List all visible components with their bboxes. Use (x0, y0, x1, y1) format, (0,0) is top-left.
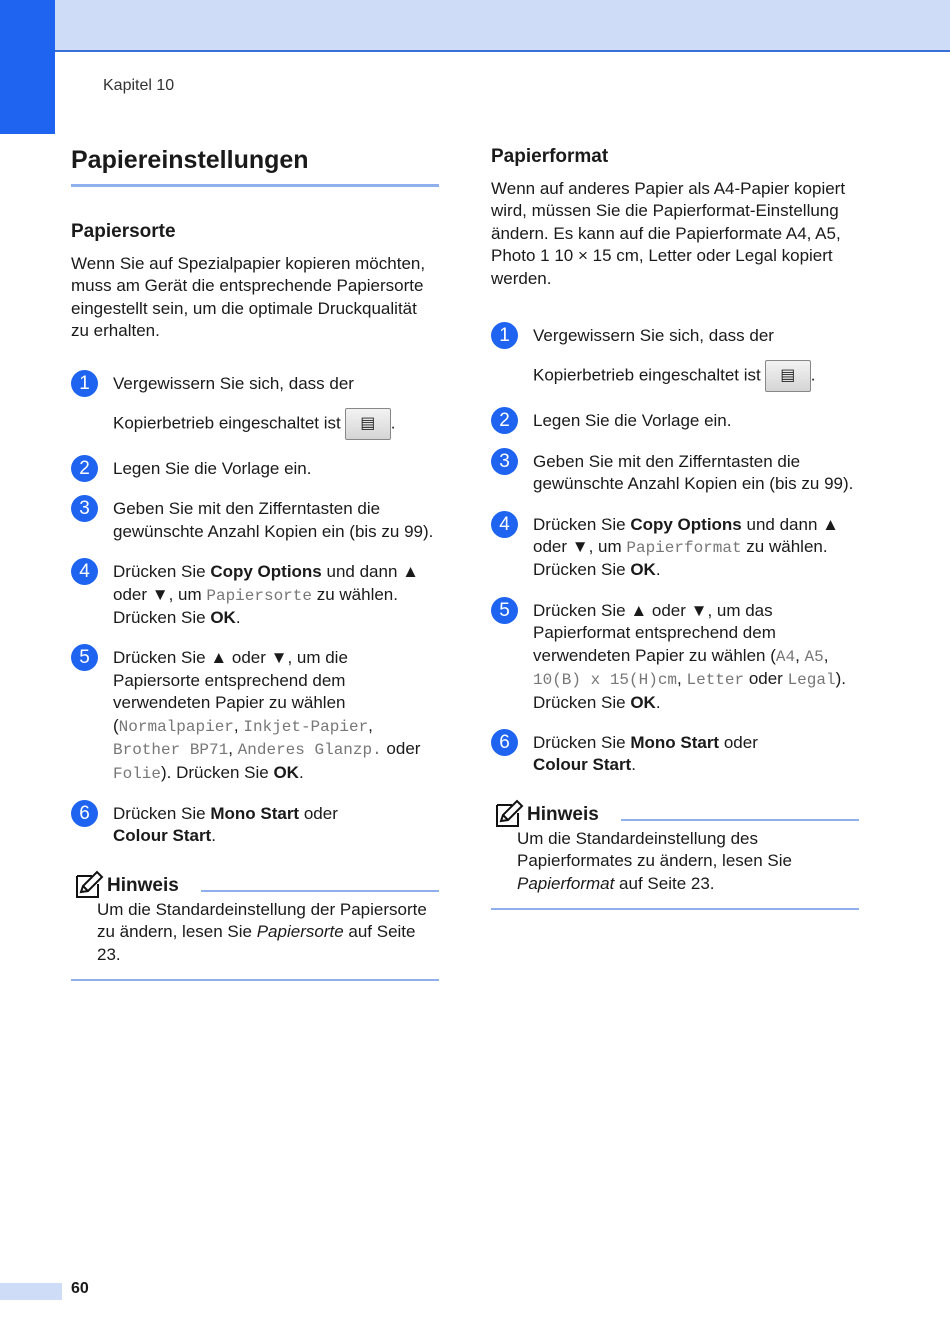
intro-papierformat: Wenn auf anderes Papier als A4-Papier kopiert wird, müssen Sie die Papierformat-Einstellung ändern. Es kann auf die Papierformate A4, A5, Photo 1 10 × 15 cm, Letter oder Legal kopiert werden. (491, 179, 846, 288)
page-title: Papiereinstellungen (71, 146, 309, 174)
note-box (71, 870, 439, 981)
note-label: Hinweis (107, 874, 179, 896)
step-3: 3 Geben Sie mit den Zifferntasten die gewünschte Anzahl Kopien ein (bis zu 99). (491, 451, 859, 496)
step-6: 6 Drücken Sie Mono Start oder Colour Start. (491, 732, 859, 777)
note-text: Um die Standardeinstellung des Papierformates zu ändern, lesen Sie Papierformat auf Seite 23. (517, 828, 792, 893)
step-5: 5 Drücken Sie ▲ oder ▼, um die Papiersorte entsprechend dem verwendeten Papier zu wählen (Normalpapier, Inkjet-Papier, Brother BP71, Anderes Glanzp. oder Folie). Drücken Sie OK. (71, 647, 439, 784)
chapter-tab (0, 0, 55, 134)
step-number: 4 (71, 558, 98, 585)
step-number: 5 (491, 597, 518, 624)
copy-mode-icon: ▤ (345, 408, 391, 440)
right-column (491, 140, 859, 910)
left-column (71, 140, 439, 981)
section-heading-papiersorte: Papiersorte (71, 221, 176, 242)
step-6: 6 Drücken Sie Mono Start oder Colour Start. (71, 803, 439, 848)
step-1: 1 Vergewissern Sie sich, dass der Kopierbetrieb eingeschaltet ist ▤ . (71, 373, 439, 440)
note-label: Hinweis (527, 803, 599, 825)
intro-papiersorte: Wenn Sie auf Spezialpapier kopieren möchten, muss am Gerät die entsprechende Papiersorte eingestellt sein, um die optimale Druckqualität zu erhalten. (71, 254, 426, 341)
step-1: 1 Vergewissern Sie sich, dass der Kopierbetrieb eingeschaltet ist ▤ . (491, 325, 859, 392)
note-bottom-rule (71, 979, 439, 981)
copy-mode-icon: ▤ (765, 360, 811, 392)
step-number: 2 (71, 455, 98, 482)
step-3: 3 Geben Sie mit den Zifferntasten die gewünschte Anzahl Kopien ein (bis zu 99). (71, 498, 439, 543)
step-4: 4 Drücken Sie Copy Options und dann ▲ oder ▼, um Papierformat zu wählen. Drücken Sie OK. (491, 514, 859, 582)
step-5: 5 Drücken Sie ▲ oder ▼, um das Papierformat entsprechend dem verwendeten Papier zu wählen (A4, A5, 10(B) x 15(H)cm, Letter oder Legal). Drücken Sie OK. (491, 600, 859, 714)
step-2: 2 Legen Sie die Vorlage ein. (71, 458, 439, 480)
note-box (491, 799, 859, 910)
step-number: 2 (491, 407, 518, 434)
header-band (0, 0, 950, 52)
step-number: 1 (491, 322, 518, 349)
note-bottom-rule (491, 908, 859, 910)
step-number: 3 (491, 448, 518, 475)
step-number: 6 (491, 729, 518, 756)
step-number: 6 (71, 800, 98, 827)
step-4: 4 Drücken Sie Copy Options und dann ▲ oder ▼, um Papiersorte zu wählen. Drücken Sie OK. (71, 561, 439, 629)
note-pencil-icon (74, 870, 104, 900)
step-number: 3 (71, 495, 98, 522)
step-number: 4 (491, 511, 518, 538)
section-heading-papierformat: Papierformat (491, 146, 609, 167)
step-number: 5 (71, 644, 98, 671)
chapter-label: Kapitel 10 (103, 77, 175, 94)
note-text: Um die Standardeinstellung der Papiersorte zu ändern, lesen Sie Papiersorte auf Seite 23. (97, 899, 427, 964)
step-2: 2 Legen Sie die Vorlage ein. (491, 410, 859, 432)
page-number: 60 (71, 1280, 89, 1297)
note-rule (201, 890, 439, 892)
note-rule (621, 819, 859, 821)
step-number: 1 (71, 370, 98, 397)
note-pencil-icon (494, 799, 524, 829)
footer-bar (0, 1283, 62, 1300)
title-rule (71, 184, 439, 187)
